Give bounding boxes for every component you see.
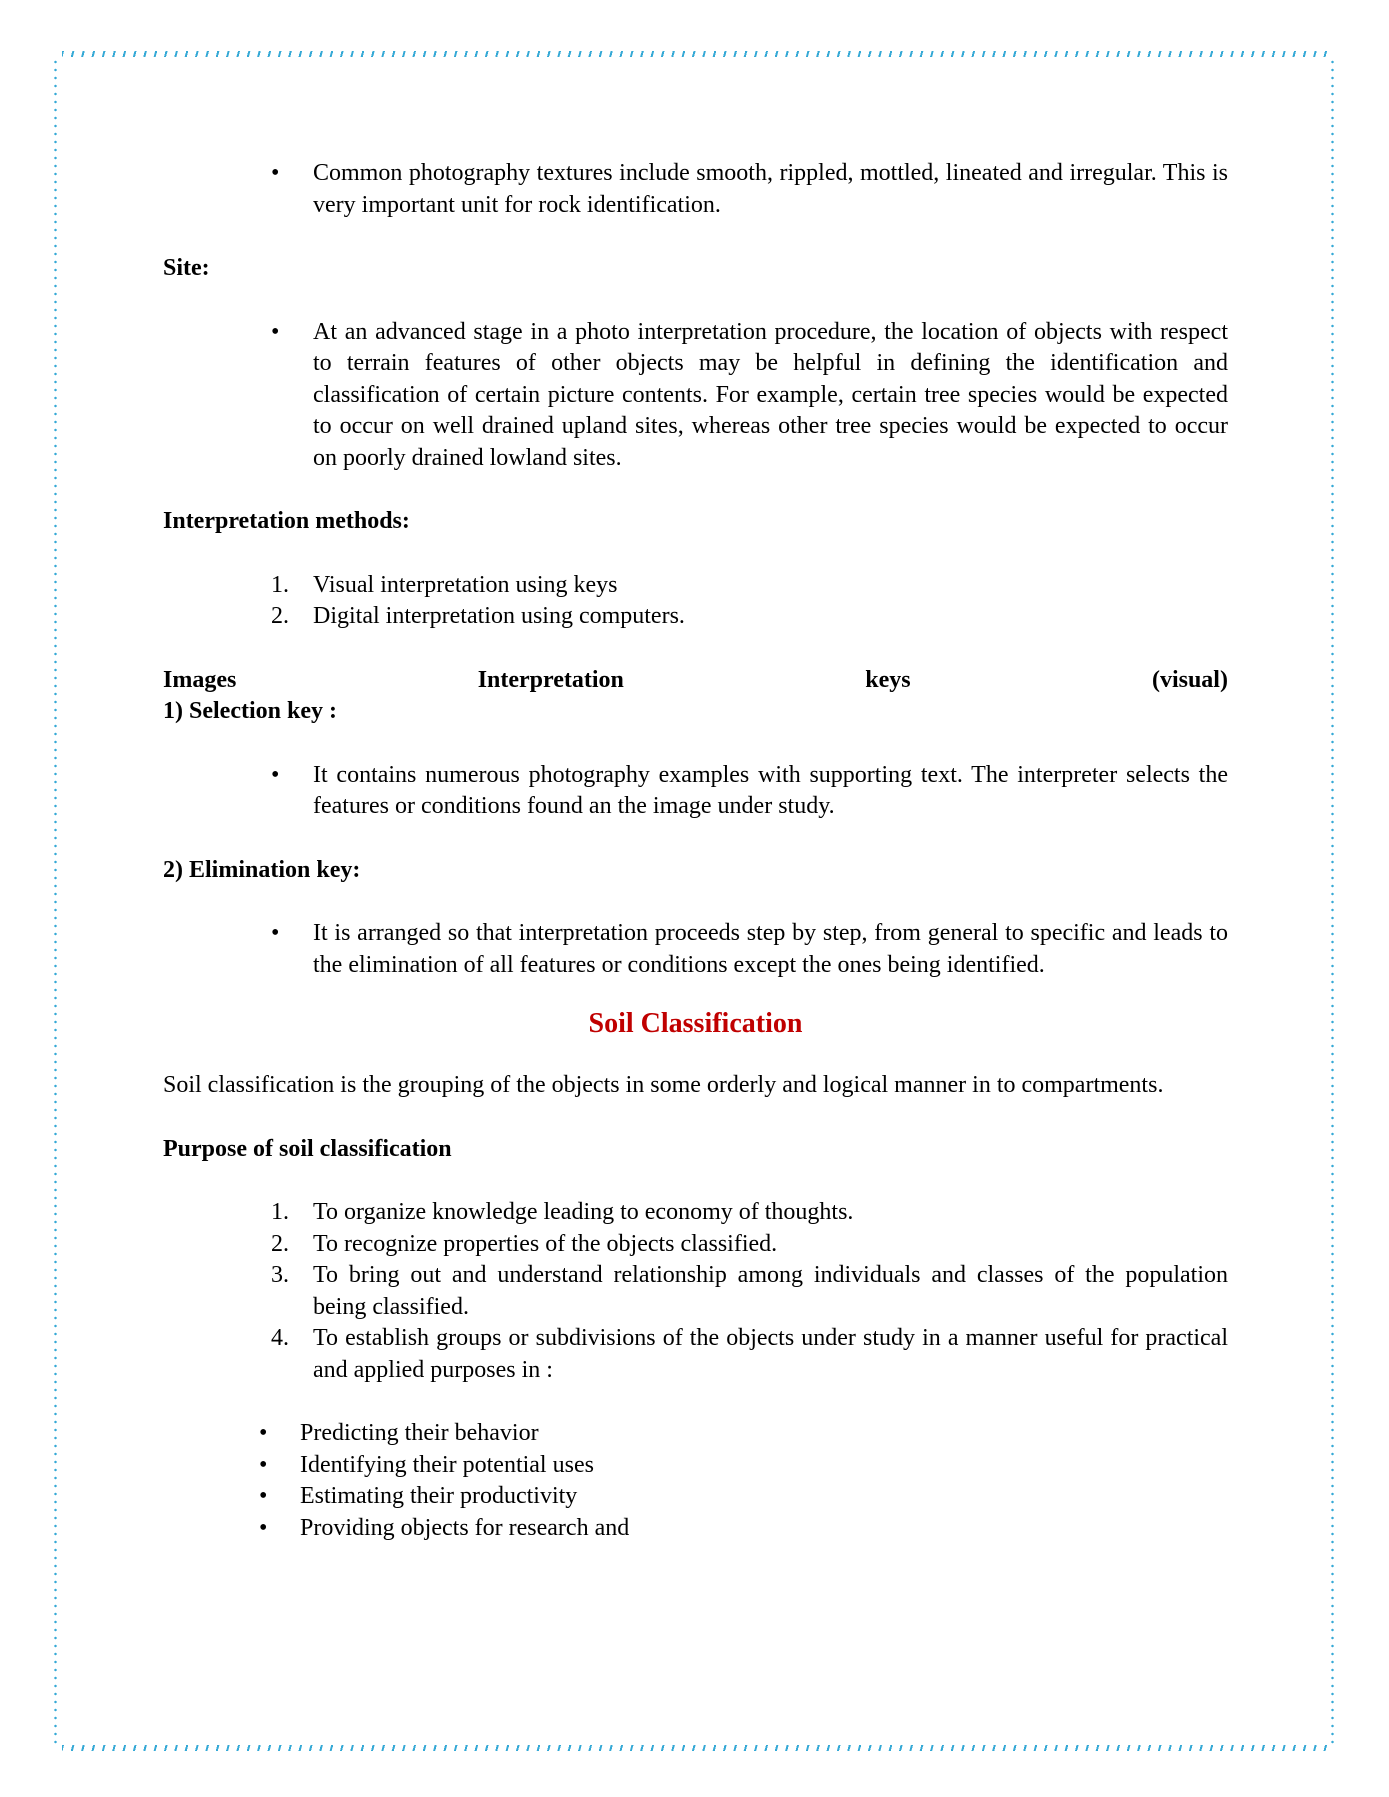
list-item: 3. To bring out and understand relationship among individuals and classes of the population being classified. [271, 1262, 1228, 1320]
number-marker: 3. [271, 1262, 289, 1288]
applications-bullet-list [163, 1418, 1228, 1544]
bullet-marker: • [259, 1420, 268, 1446]
keys-heading-word: Images [163, 666, 237, 693]
page-border-bottom [62, 1745, 1330, 1751]
soil-intro-paragraph: Soil classification is the grouping of the objects in some orderly and logical manner in to compartments. [163, 1072, 1164, 1098]
purpose-list [163, 1197, 1228, 1386]
bullet-marker: • [271, 160, 280, 186]
list-item: 4. To establish groups or subdivisions of the objects under study in a manner useful for practical and applied purposes in : [271, 1325, 1228, 1383]
bullet-marker: • [271, 318, 280, 345]
site-bullet-list [163, 317, 1228, 475]
list-item: • It contains numerous photography examples with supporting text. The interpreter selects the features or conditions found an the image under study. [271, 761, 1228, 819]
bullet-marker: • [271, 761, 280, 788]
keys-heading-word: (visual) [1151, 666, 1228, 693]
page-border-top [62, 51, 1330, 57]
site-heading: Site: [163, 255, 210, 281]
list-item: • Identifying their potential uses [163, 1450, 1228, 1482]
bullet-marker: • [259, 1451, 268, 1478]
page-border-left [54, 58, 57, 1748]
number-marker: 2. [271, 603, 289, 629]
number-marker: 1. [271, 571, 289, 598]
keys-heading-word: Interpretation [477, 666, 624, 693]
page-border-right [1331, 58, 1334, 1748]
list-item: 1. Visual interpretation using keys [163, 570, 1228, 602]
methods-heading: Interpretation methods: [163, 508, 410, 534]
elimination-key-heading: 2) Elimination key: [163, 856, 361, 883]
list-item: 2. Digital interpretation using computers. [163, 601, 1228, 633]
list-item: • At an advanced stage in a photo interpretation procedure, the location of objects with respect to terrain features of other objects may be helpful in defining the identification and classification of certain picture contents. For example, certain tree species would be expected to occur on well drained upland sites, whereas other tree species would be expected to occur on poorly drained lowland sites. [271, 318, 1228, 471]
elimination-key-bullet-list [163, 918, 1228, 981]
bullet-marker: • [259, 1514, 268, 1541]
texture-bullet-list [163, 158, 1228, 221]
list-item: • Providing objects for research and [163, 1513, 1228, 1545]
number-marker: 4. [271, 1325, 289, 1351]
number-marker: 2. [271, 1230, 289, 1257]
keys-heading-word: keys [865, 666, 911, 693]
methods-list [163, 570, 1228, 633]
bullet-marker: • [271, 920, 280, 946]
number-marker: 1. [271, 1199, 289, 1225]
section-title: Soil Classification [588, 1008, 803, 1039]
list-item: • Predicting their behavior [163, 1418, 1228, 1450]
list-item: • Common photography textures include smooth, rippled, mottled, lineated and irregular. This is very important unit for rock identification. [271, 160, 1228, 218]
selection-key-heading: 1) Selection key : [163, 698, 337, 724]
list-item: 2. To recognize properties of the objects classified. [163, 1229, 1228, 1261]
document-body [163, 158, 1228, 1544]
list-item: • It is arranged so that interpretation proceeds step by step, from general to specific and leads to the elimination of all features or conditions except the ones being identified. [271, 920, 1228, 978]
list-item: 1. To organize knowledge leading to economy of thoughts. [163, 1197, 1228, 1229]
bullet-marker: • [259, 1483, 268, 1509]
keys-heading [163, 665, 1228, 697]
purpose-heading: Purpose of soil classification [163, 1135, 452, 1162]
list-item: • Estimating their productivity [163, 1481, 1228, 1513]
selection-key-bullet-list [163, 760, 1228, 823]
